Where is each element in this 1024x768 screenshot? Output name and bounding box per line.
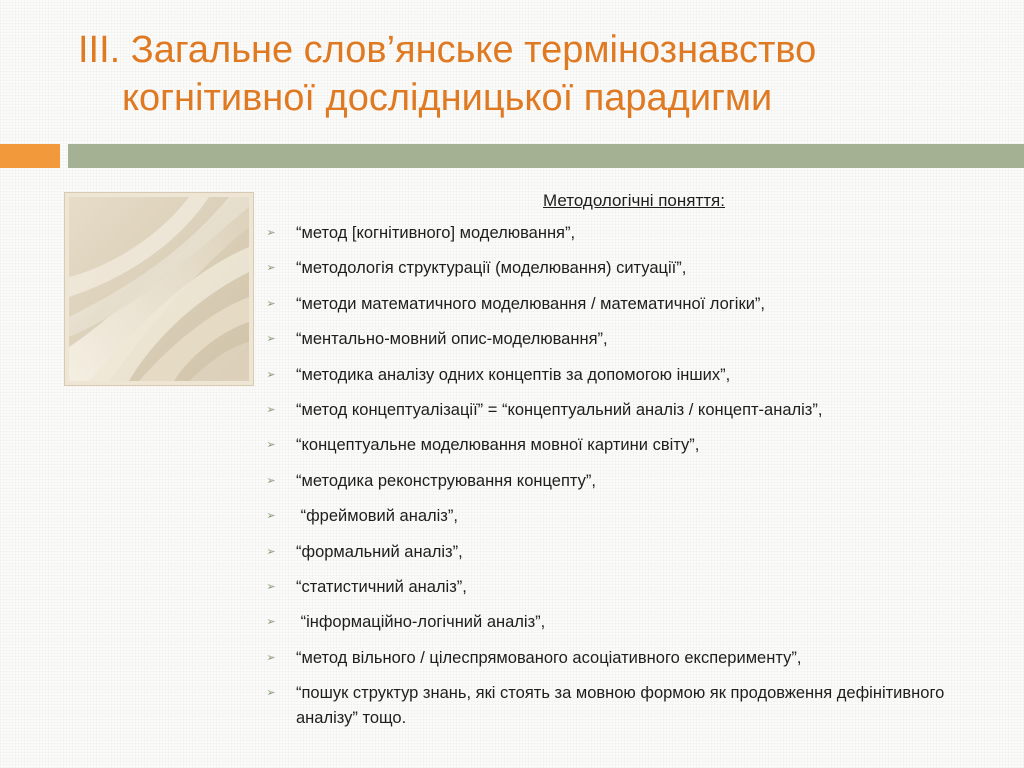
arrow-bullet-icon: ➢: [266, 687, 276, 700]
arrow-bullet-icon: ➢: [266, 510, 276, 523]
list-item-text: “методи математичного моделювання / математичної логіки”,: [296, 294, 765, 313]
slide-title: [78, 26, 978, 122]
list-item-text: “методологія структурації (моделювання) ситуації”,: [296, 259, 687, 278]
list-item: [264, 292, 1004, 317]
arrow-bullet-icon: ➢: [266, 368, 276, 381]
arrow-bullet-icon: ➢: [266, 616, 276, 629]
list-item: [264, 221, 1004, 246]
arrow-bullet-icon: ➢: [266, 333, 276, 346]
decorative-book-image: [64, 192, 254, 386]
list-item: [264, 469, 1004, 494]
list-item-text: “методика аналізу одних концептів за допомогою інших”,: [296, 365, 731, 384]
arrow-bullet-icon: ➢: [266, 545, 276, 558]
list-item: [264, 681, 1004, 731]
arrow-bullet-icon: ➢: [266, 262, 276, 275]
book-pages-image: [69, 197, 249, 381]
list-item-text: “інформаційно-логічний аналіз”,: [296, 613, 546, 632]
list-item-text: “ментально-мовний опис-моделювання”,: [296, 330, 608, 349]
list-item: [264, 363, 1004, 388]
list-item-text: “пошук структур знань, які стоять за мовною формою як продовження дефінітивного аналізу” тощо.: [296, 684, 945, 728]
list-item: [264, 610, 1004, 635]
list-item: [264, 540, 1004, 565]
concept-list: [264, 221, 1004, 731]
list-item: [264, 327, 1004, 352]
list-item-text: “методика реконструювання концепту”,: [296, 471, 596, 490]
content-area: [264, 187, 1004, 741]
arrow-bullet-icon: ➢: [266, 403, 276, 416]
accent-bar-green: [68, 144, 1024, 168]
section-heading: Методологічні поняття:: [543, 191, 725, 210]
list-item-text: “метод [когнітивного] моделювання”,: [296, 224, 576, 242]
list-item: [264, 433, 1004, 458]
list-item-text: “фреймовий аналіз”,: [296, 507, 458, 526]
arrow-bullet-icon: ➢: [266, 227, 276, 239]
list-item: [264, 575, 1004, 600]
list-item-text: “метод концептуалізації” = “концептуальний аналіз / концепт-аналіз”,: [296, 400, 823, 419]
arrow-bullet-icon: ➢: [266, 439, 276, 452]
list-item: [264, 646, 1004, 671]
list-item-text: “метод вільного / цілеспрямованого асоціативного експерименту”,: [296, 648, 802, 667]
slide-title-line-1: III. Загальне слов’янське термінознавство: [78, 29, 817, 71]
arrow-bullet-icon: ➢: [266, 651, 276, 664]
list-item-text: “концептуальне моделювання мовної картини світу”,: [296, 436, 700, 455]
list-item-text: “статистичний аналіз”,: [296, 577, 467, 596]
list-item: [264, 504, 1004, 529]
arrow-bullet-icon: ➢: [266, 580, 276, 593]
accent-bar-orange: [0, 144, 60, 168]
list-item: [264, 398, 1004, 423]
arrow-bullet-icon: ➢: [266, 474, 276, 487]
list-item-text: “формальний аналіз”,: [296, 542, 463, 561]
slide-title-line-2: когнітивної дослідницької парадигми: [122, 77, 773, 119]
arrow-bullet-icon: ➢: [266, 297, 276, 310]
list-item: [264, 256, 1004, 281]
